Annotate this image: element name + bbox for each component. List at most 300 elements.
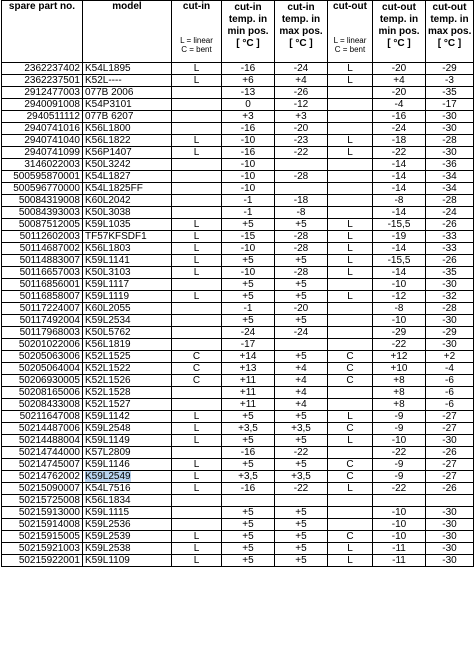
cell-cut-out-type [328,519,373,531]
cell-cut-out-type [328,183,373,195]
cell-cut-out-type: L [328,555,373,567]
cell-cut-in-max: -12 [275,99,328,111]
cell-model: 077B 2006 [83,87,172,99]
cell-cut-out-max: -30 [426,339,474,351]
cell-cut-in-min: +5 [222,411,275,423]
cell-cut-in-max: +5 [275,519,328,531]
cell-cut-out-min: -19 [373,231,426,243]
cell-model: 077B 6207 [83,111,172,123]
table-row [2,315,474,327]
cell-cut-out-type: C [328,471,373,483]
cell-spare-part-no: 50116858007 [2,291,83,303]
cell-cut-in-max: +5 [275,315,328,327]
table-row [2,111,474,123]
col-cut-in-max: cut-in temp. in max pos. [ °C ] [275,1,328,63]
cell-cut-in-max: -22 [275,447,328,459]
cell-cut-in-type: L [172,483,222,495]
cell-cut-out-max: -6 [426,399,474,411]
table-row [2,543,474,555]
cell-model: K59L2536 [83,519,172,531]
table-header [2,1,474,63]
cell-model: K59L2539 [83,531,172,543]
cell-cut-in-max: -28 [275,171,328,183]
cell-cut-in-max: -28 [275,231,328,243]
cell-cut-in-max: -22 [275,147,328,159]
cell-cut-out-type [328,399,373,411]
cell-cut-in-type: L [172,291,222,303]
cell-cut-in-max [275,183,328,195]
table-row [2,243,474,255]
cell-cut-out-min: -22 [373,447,426,459]
cell-cut-in-type: L [172,543,222,555]
cell-cut-out-type [328,507,373,519]
cell-cut-in-min: +14 [222,351,275,363]
cell-cut-out-min: -15,5 [373,219,426,231]
cell-spare-part-no: 2940091008 [2,99,83,111]
cell-cut-in-type [172,519,222,531]
cell-cut-in-min: +11 [222,387,275,399]
cell-cut-out-max: -26 [426,219,474,231]
table-row [2,219,474,231]
cell-cut-in-min: +5 [222,255,275,267]
cell-model: K59L1146 [83,459,172,471]
cell-model: K59L1117 [83,279,172,291]
cell-cut-out-max: -28 [426,135,474,147]
cell-cut-out-type: L [328,147,373,159]
cell-cut-in-min: +3,5 [222,423,275,435]
cell-cut-out-min: -20 [373,87,426,99]
cell-model: K59L2534 [83,315,172,327]
cell-model: K52L1526 [83,375,172,387]
cell-spare-part-no: 50214487006 [2,423,83,435]
cell-spare-part-no: 50116856001 [2,279,83,291]
table-row [2,231,474,243]
cell-cut-in-type: L [172,531,222,543]
cell-cut-in-max: +3,5 [275,423,328,435]
cell-cut-out-type [328,447,373,459]
cell-model: K57L2809 [83,447,172,459]
cell-cut-out-min: -10 [373,435,426,447]
cell-cut-in-max: +3,5 [275,471,328,483]
cell-cut-out-min: -9 [373,423,426,435]
cell-cut-out-type: C [328,459,373,471]
cell-cut-out-min: -10 [373,531,426,543]
cell-cut-out-min: -9 [373,459,426,471]
cell-cut-in-max: -26 [275,87,328,99]
cell-cut-out-type [328,87,373,99]
cell-cut-in-type: L [172,243,222,255]
cell-model: K56P1407 [83,147,172,159]
cell-cut-out-max: -34 [426,171,474,183]
cell-spare-part-no: 2362237501 [2,75,83,87]
cell-cut-out-min: -16 [373,111,426,123]
cell-cut-in-type: L [172,75,222,87]
cell-spare-part-no: 50116657003 [2,267,83,279]
col-model: model [83,1,172,63]
cell-cut-in-type: L [172,423,222,435]
cell-cut-in-max: -24 [275,327,328,339]
cell-spare-part-no: 50087512005 [2,219,83,231]
cell-model: K56L1834 [83,495,172,507]
cell-cut-out-max: -33 [426,231,474,243]
cell-cut-in-max: +4 [275,399,328,411]
cell-cut-out-type [328,207,373,219]
cell-cut-out-min: +8 [373,375,426,387]
cell-cut-in-min: -16 [222,483,275,495]
table-row [2,507,474,519]
cell-cut-out-min: -9 [373,411,426,423]
table-row [2,387,474,399]
table-row [2,279,474,291]
cell-spare-part-no: 50208433008 [2,399,83,411]
cell-cut-in-type: L [172,63,222,75]
cell-cut-in-min: -15 [222,231,275,243]
table-row [2,207,474,219]
cell-cut-in-type [172,279,222,291]
cell-cut-out-type [328,327,373,339]
cell-cut-out-min: +12 [373,351,426,363]
cell-model: K54L1827 [83,171,172,183]
cell-cut-in-min: -16 [222,63,275,75]
cell-cut-in-type [172,399,222,411]
cell-cut-in-type [172,387,222,399]
cell-cut-out-type [328,495,373,507]
cell-cut-in-type [172,159,222,171]
cell-cut-in-min: +5 [222,291,275,303]
cell-cut-in-max: +5 [275,219,328,231]
cell-cut-out-max: -30 [426,507,474,519]
cell-spare-part-no: 3146022003 [2,159,83,171]
cell-cut-in-max: +5 [275,459,328,471]
cell-cut-out-max: -30 [426,315,474,327]
cell-cut-in-min: +5 [222,279,275,291]
cell-cut-out-max: -33 [426,243,474,255]
cell-cut-out-min: -10 [373,315,426,327]
cell-spare-part-no: 50215913000 [2,507,83,519]
cell-spare-part-no: 2912477003 [2,87,83,99]
cell-model: K60L2055 [83,303,172,315]
cell-model: K59L2538 [83,543,172,555]
cell-cut-out-min: -9 [373,471,426,483]
cell-spare-part-no: 50114687002 [2,243,83,255]
cell-model[interactable] [83,471,172,483]
cell-model: K54L1825FF [83,183,172,195]
cell-cut-in-type: L [172,135,222,147]
cell-cut-in-min: +13 [222,363,275,375]
cell-cut-out-max: -27 [426,423,474,435]
cell-cut-in-max: -23 [275,135,328,147]
cell-cut-in-type: C [172,351,222,363]
cell-model: K50L3038 [83,207,172,219]
cell-cut-in-max: +5 [275,543,328,555]
cell-cut-in-min: -1 [222,195,275,207]
cut-in-legend: L = linear C = bent [180,36,213,54]
cell-model: K54P3101 [83,99,172,111]
cell-cut-out-type [328,315,373,327]
cell-cut-out-max: -26 [426,447,474,459]
table-row [2,267,474,279]
cell-cut-in-min: +5 [222,519,275,531]
cell-model: K59L1115 [83,507,172,519]
cell-cut-in-max: +4 [275,375,328,387]
cell-cut-in-type: L [172,411,222,423]
cell-cut-in-min: +5 [222,531,275,543]
cell-cut-out-max: -4 [426,363,474,375]
cell-model: K59L2548 [83,423,172,435]
cell-cut-in-max: +5 [275,435,328,447]
cell-cut-in-min: -16 [222,147,275,159]
selected-text[interactable]: K59L2549 [85,470,131,482]
cell-model: K52L1528 [83,387,172,399]
cell-cut-in-max: +5 [275,291,328,303]
cell-spare-part-no: 50214745007 [2,459,83,471]
cell-model: K56L1803 [83,243,172,255]
cell-cut-in-max: +4 [275,363,328,375]
table-row [2,555,474,567]
table-row [2,87,474,99]
cell-cut-out-type: C [328,531,373,543]
cell-cut-in-min: +11 [222,399,275,411]
table-row [2,339,474,351]
cell-cut-in-min: +5 [222,507,275,519]
cell-cut-out-max: -27 [426,459,474,471]
cell-model: K60L2042 [83,195,172,207]
cell-cut-in-min: -24 [222,327,275,339]
cell-cut-out-type: C [328,375,373,387]
cell-cut-in-min: -16 [222,123,275,135]
cell-cut-out-min: -4 [373,99,426,111]
cell-cut-out-max: -30 [426,147,474,159]
cell-model: K56L1822 [83,135,172,147]
cell-cut-in-type [172,447,222,459]
table-row [2,291,474,303]
cell-spare-part-no: 50211647008 [2,411,83,423]
cell-cut-in-max: -28 [275,267,328,279]
cell-model: K56L1800 [83,123,172,135]
cell-spare-part-no: 50215921003 [2,543,83,555]
cell-cut-out-max: -32 [426,291,474,303]
cell-model: TF57KFSDF1 [83,231,172,243]
cell-cut-out-min: -14 [373,159,426,171]
cell-cut-out-max: -30 [426,123,474,135]
cell-cut-out-type: L [328,63,373,75]
cell-cut-out-type [328,303,373,315]
cell-cut-out-min: +8 [373,399,426,411]
cell-cut-in-min: +5 [222,555,275,567]
cell-cut-out-type: L [328,231,373,243]
cell-cut-out-min: -22 [373,147,426,159]
cell-cut-out-type: C [328,351,373,363]
cell-cut-out-type [328,159,373,171]
cell-cut-in-max [275,159,328,171]
cell-cut-in-max: +5 [275,255,328,267]
cell-cut-out-type: L [328,435,373,447]
cell-cut-in-min: -1 [222,207,275,219]
cell-spare-part-no: 500596770000 [2,183,83,195]
cell-spare-part-no: 50214488004 [2,435,83,447]
cell-cut-out-max: -30 [426,435,474,447]
table-row [2,471,474,483]
cell-spare-part-no: 50084319008 [2,195,83,207]
cell-spare-part-no: 50114883007 [2,255,83,267]
cell-cut-out-type: L [328,255,373,267]
cell-cut-out-min: -14 [373,243,426,255]
cell-cut-out-max: -28 [426,303,474,315]
cell-spare-part-no: 50201022006 [2,339,83,351]
col-cut-out: cut-out L = linear C = bent [328,1,373,63]
cell-cut-in-min: +5 [222,543,275,555]
cell-cut-in-max: -20 [275,123,328,135]
cell-cut-out-max: -36 [426,159,474,171]
cell-cut-in-min: -10 [222,159,275,171]
cell-model: K59L1142 [83,411,172,423]
cell-cut-out-max: -27 [426,411,474,423]
table-row [2,147,474,159]
cell-cut-in-max: +4 [275,387,328,399]
col-spare-part-no: spare part no. [2,1,83,63]
cell-cut-out-max: -30 [426,543,474,555]
cell-cut-out-min: -22 [373,339,426,351]
col-cut-in-min: cut-in temp. in min pos. [ °C ] [222,1,275,63]
thermostat-spare-parts-table [1,0,474,567]
cell-cut-out-min [373,495,426,507]
cell-model: K59L1149 [83,435,172,447]
cell-cut-in-type [172,171,222,183]
cell-cut-in-max: +5 [275,351,328,363]
cell-spare-part-no: 50215915005 [2,531,83,543]
cell-cut-in-max: +5 [275,531,328,543]
cell-cut-out-type [328,99,373,111]
cell-cut-out-max: -28 [426,195,474,207]
cell-cut-out-max: -3 [426,75,474,87]
table-row [2,483,474,495]
cell-spare-part-no: 50215922001 [2,555,83,567]
cell-cut-out-max: -29 [426,63,474,75]
table-row [2,159,474,171]
cell-cut-in-type: L [172,555,222,567]
cell-cut-in-type [172,87,222,99]
cell-model: K50L3103 [83,267,172,279]
cell-cut-out-min: -11 [373,555,426,567]
table-row [2,183,474,195]
cell-cut-in-type: L [172,435,222,447]
cell-cut-out-type [328,123,373,135]
cell-cut-out-min: -14 [373,183,426,195]
cell-cut-out-max: -35 [426,267,474,279]
cell-cut-in-type [172,123,222,135]
cell-cut-in-type: C [172,363,222,375]
cell-cut-out-min: -10 [373,507,426,519]
cell-cut-in-max: +5 [275,507,328,519]
cell-cut-out-min: +10 [373,363,426,375]
cell-model: K52L1525 [83,351,172,363]
cell-cut-out-type: C [328,423,373,435]
cell-cut-out-type: L [328,411,373,423]
cell-cut-in-min: -1 [222,303,275,315]
cut-out-legend: L = linear C = bent [333,36,367,54]
cell-model: K52L1527 [83,399,172,411]
table-row [2,447,474,459]
cell-cut-in-min: +3 [222,111,275,123]
cell-cut-in-max [275,339,328,351]
cell-cut-in-max: -18 [275,195,328,207]
table-row [2,459,474,471]
table-row [2,423,474,435]
cell-model: K52L---- [83,75,172,87]
cell-cut-out-max: -27 [426,471,474,483]
cell-model: K50L5762 [83,327,172,339]
cell-cut-out-max: -24 [426,207,474,219]
cell-cut-in-type [172,183,222,195]
cell-model: K59L1119 [83,291,172,303]
cell-cut-in-max: -8 [275,207,328,219]
cell-cut-out-max: -26 [426,255,474,267]
cell-spare-part-no: 50214762002 [2,471,83,483]
cell-cut-in-max: -20 [275,303,328,315]
cell-cut-out-min: -14 [373,267,426,279]
table-row [2,351,474,363]
cell-cut-in-max: -22 [275,483,328,495]
cell-cut-out-max: -29 [426,327,474,339]
cell-spare-part-no: 500595870001 [2,171,83,183]
table-row [2,411,474,423]
cell-cut-in-type [172,339,222,351]
cell-cut-in-type [172,327,222,339]
cell-spare-part-no: 50117968003 [2,327,83,339]
table-row [2,255,474,267]
cell-cut-out-max: -26 [426,483,474,495]
cell-cut-out-type: L [328,219,373,231]
table-row [2,303,474,315]
cell-model: K54L1895 [83,63,172,75]
cell-spare-part-no: 50215914008 [2,519,83,531]
cell-spare-part-no: 50208165006 [2,387,83,399]
cell-cut-in-max [275,495,328,507]
table-row [2,363,474,375]
cell-model: K56L1819 [83,339,172,351]
table-row [2,63,474,75]
cell-cut-out-max: -30 [426,555,474,567]
cell-cut-in-type: L [172,147,222,159]
table-row [2,123,474,135]
cell-cut-out-min: -15,5 [373,255,426,267]
cell-cut-in-min: +11 [222,375,275,387]
table-row [2,435,474,447]
cell-cut-out-min: -8 [373,195,426,207]
cell-cut-out-min: -11 [373,543,426,555]
cell-spare-part-no: 50206930005 [2,375,83,387]
table-row [2,171,474,183]
cell-cut-out-max: -34 [426,183,474,195]
cell-cut-in-min: +5 [222,459,275,471]
col-cut-out-min: cut-out temp. in min pos. [ °C ] [373,1,426,63]
cell-cut-out-min: -29 [373,327,426,339]
cell-cut-out-type: L [328,291,373,303]
cell-cut-in-max: -24 [275,63,328,75]
cell-cut-in-max: +4 [275,75,328,87]
cell-cut-in-type: L [172,459,222,471]
cell-cut-in-type [172,495,222,507]
cell-cut-out-type: L [328,135,373,147]
cell-cut-in-min: +3,5 [222,471,275,483]
cell-spare-part-no: 2940741099 [2,147,83,159]
cell-cut-in-min [222,495,275,507]
cell-cut-in-type: L [172,471,222,483]
table-row [2,519,474,531]
cell-cut-out-min: +8 [373,387,426,399]
cell-model: K52L1522 [83,363,172,375]
cell-spare-part-no: 50215090007 [2,483,83,495]
